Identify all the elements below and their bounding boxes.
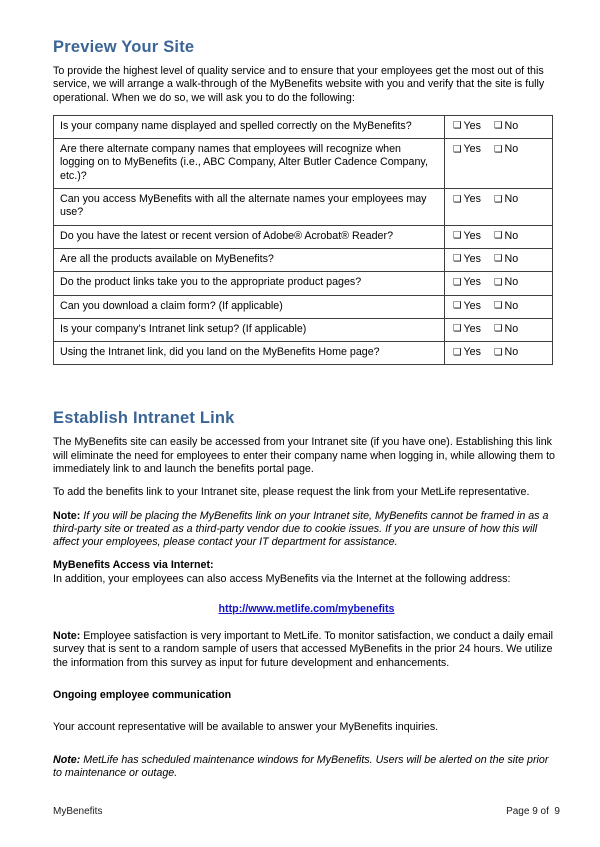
checkbox-yes-icon[interactable]: ❑	[453, 120, 462, 132]
checkbox-yes-icon[interactable]: ❑	[453, 300, 462, 312]
no-label: No	[504, 252, 519, 265]
yes-label: Yes	[463, 346, 481, 359]
checkbox-no-icon[interactable]: ❑	[493, 323, 503, 335]
table-row	[54, 272, 553, 295]
intranet-note-2	[53, 630, 560, 670]
checkbox-yes-icon[interactable]: ❑	[453, 193, 462, 205]
checkbox-no-icon[interactable]: ❑	[493, 346, 503, 358]
subheading-text: MyBenefits Access via Internet:	[53, 559, 214, 572]
no-label: No	[504, 193, 519, 206]
checkbox-no-icon[interactable]: ❑	[493, 230, 503, 242]
checklist-answer-cell	[445, 318, 553, 341]
yes-label: Yes	[463, 276, 481, 289]
checklist-question: Can you download a claim form? (If applicable)	[54, 295, 445, 318]
checkbox-no-icon[interactable]: ❑	[493, 300, 503, 312]
checklist-question: Is your company’s Intranet link setup? (If applicable)	[54, 318, 445, 341]
checklist-question: Do the product links take you to the appropriate product pages?	[54, 272, 445, 295]
checklist-question: Do you have the latest or recent version of Adobe® Acrobat® Reader?	[54, 225, 445, 248]
note-label: Note:	[53, 630, 81, 643]
ongoing-communication-text: Your account representative will be available to answer your MyBenefits inquiries.	[53, 721, 439, 734]
note-label: Note:	[53, 509, 81, 522]
yes-label: Yes	[463, 143, 481, 156]
footer-page-number: Page 9 of 9	[506, 806, 560, 817]
no-label: No	[504, 229, 519, 242]
checklist-question: Can you access MyBenefits with all the alternate names your employees may use?	[54, 189, 445, 226]
checkbox-yes-icon[interactable]: ❑	[453, 230, 462, 242]
note-text: MetLife has scheduled maintenance windows for MyBenefits. Users will be alerted on the site prior to maintenance or outage.	[53, 753, 549, 779]
intranet-paragraph-2: To add the benefits link to your Intranet site, please request the link from your MetLife representative.	[53, 486, 530, 499]
note-text: Employee satisfaction is very important to MetLife. To monitor satisfaction, we conduct a daily email survey that is sent to a random sample of users that accessed MyBenefits in the prior 24 hours. We utilize the information from this survey as input for future development and enhancements.	[53, 630, 553, 669]
yes-label: Yes	[463, 322, 481, 335]
paragraph-spacer	[53, 680, 560, 689]
table-row	[54, 342, 553, 365]
checkbox-yes-icon[interactable]: ❑	[453, 323, 462, 335]
subheading-text: Ongoing employee communication	[53, 688, 232, 701]
table-row	[54, 189, 553, 226]
yes-label: Yes	[463, 229, 481, 242]
page-title-establish-intranet-link: Establish Intranet Link	[53, 409, 235, 428]
page-title-preview-your-site: Preview Your Site	[53, 38, 195, 56]
table-row	[54, 248, 553, 271]
yes-label: Yes	[463, 119, 481, 132]
section-spacer	[53, 365, 560, 409]
internet-access-subheading	[53, 559, 560, 572]
no-label: No	[504, 322, 519, 335]
checklist-answer-cell	[445, 248, 553, 271]
page-content	[53, 38, 560, 790]
checklist-question: Are all the products available on MyBenefits?	[54, 248, 445, 271]
no-label: No	[504, 346, 519, 359]
checklist-question: Using the Intranet link, did you land on the MyBenefits Home page?	[54, 342, 445, 365]
no-label: No	[504, 119, 519, 132]
checkbox-yes-icon[interactable]: ❑	[453, 253, 462, 265]
checklist-answer-cell	[445, 189, 553, 226]
checkbox-yes-icon[interactable]: ❑	[453, 346, 462, 358]
checklist-answer-cell	[445, 295, 553, 318]
checklist-question: Is your company name displayed and spelled correctly on the MyBenefits?	[54, 115, 445, 138]
site-preview-checklist-table	[53, 115, 553, 366]
checklist-answer-cell	[445, 139, 553, 189]
paragraph-spacer	[53, 745, 560, 754]
table-row	[54, 318, 553, 341]
checkbox-no-icon[interactable]: ❑	[493, 276, 503, 288]
footer-document-name: MyBenefits	[53, 806, 103, 817]
ongoing-communication-subheading	[53, 689, 560, 702]
table-row	[54, 139, 553, 189]
internet-access-text: In addition, your employees can also access MyBenefits via the Internet at the following address:	[53, 572, 511, 585]
checklist-body	[54, 115, 553, 365]
checkbox-no-icon[interactable]: ❑	[493, 193, 503, 205]
table-row	[54, 295, 553, 318]
intranet-note-1	[53, 510, 560, 550]
checklist-answer-cell	[445, 272, 553, 295]
checklist-question: Are there alternate company names that employees will recognize when logging on to MyBenefits (i.e., ABC Company, Alter Butler Cadence Company, etc.)?	[54, 139, 445, 189]
yes-label: Yes	[463, 252, 481, 265]
checkbox-no-icon[interactable]: ❑	[493, 120, 503, 132]
table-row	[54, 225, 553, 248]
checklist-answer-cell	[445, 342, 553, 365]
page-footer	[53, 806, 560, 817]
note-label: Note:	[53, 753, 81, 766]
checkbox-no-icon[interactable]: ❑	[493, 143, 503, 155]
paragraph-spacer	[53, 712, 560, 721]
table-row	[54, 115, 553, 138]
no-label: No	[504, 276, 519, 289]
note-text: If you will be placing the MyBenefits link on your Intranet site, MyBenefits cannot be framed in as a third-party site or treated as a third-party vendor due to cookie issues. If you are unsure of how this will affect your employees, please contact your IT department for assistance.	[53, 509, 549, 549]
checklist-answer-cell	[445, 115, 553, 138]
yes-label: Yes	[463, 299, 481, 312]
no-label: No	[504, 143, 519, 156]
intranet-note-3	[53, 754, 560, 781]
metlife-mybenefits-link[interactable]: http://www.metlife.com/mybenefits	[218, 603, 395, 616]
checkbox-no-icon[interactable]: ❑	[493, 253, 503, 265]
checkbox-yes-icon[interactable]: ❑	[453, 276, 462, 288]
checkbox-yes-icon[interactable]: ❑	[453, 143, 462, 155]
no-label: No	[504, 299, 519, 312]
yes-label: Yes	[463, 193, 481, 206]
preview-intro-paragraph: To provide the highest level of quality service and to ensure that your employees get the most out of this service, we will arrange a walk-through of the MyBenefits website with you and verify that the site is fully operational. When we do so, we will ask you to do the following:	[53, 64, 545, 104]
intranet-paragraph-1: The MyBenefits site can easily be accessed from your Intranet site (if you have one). Establishing this link will eliminate the need for employees to enter their company name when logging in, while allowing them to immediately link to and launch the benefits portal page.	[53, 436, 555, 475]
checklist-answer-cell	[445, 225, 553, 248]
metlife-url-container	[53, 599, 560, 617]
